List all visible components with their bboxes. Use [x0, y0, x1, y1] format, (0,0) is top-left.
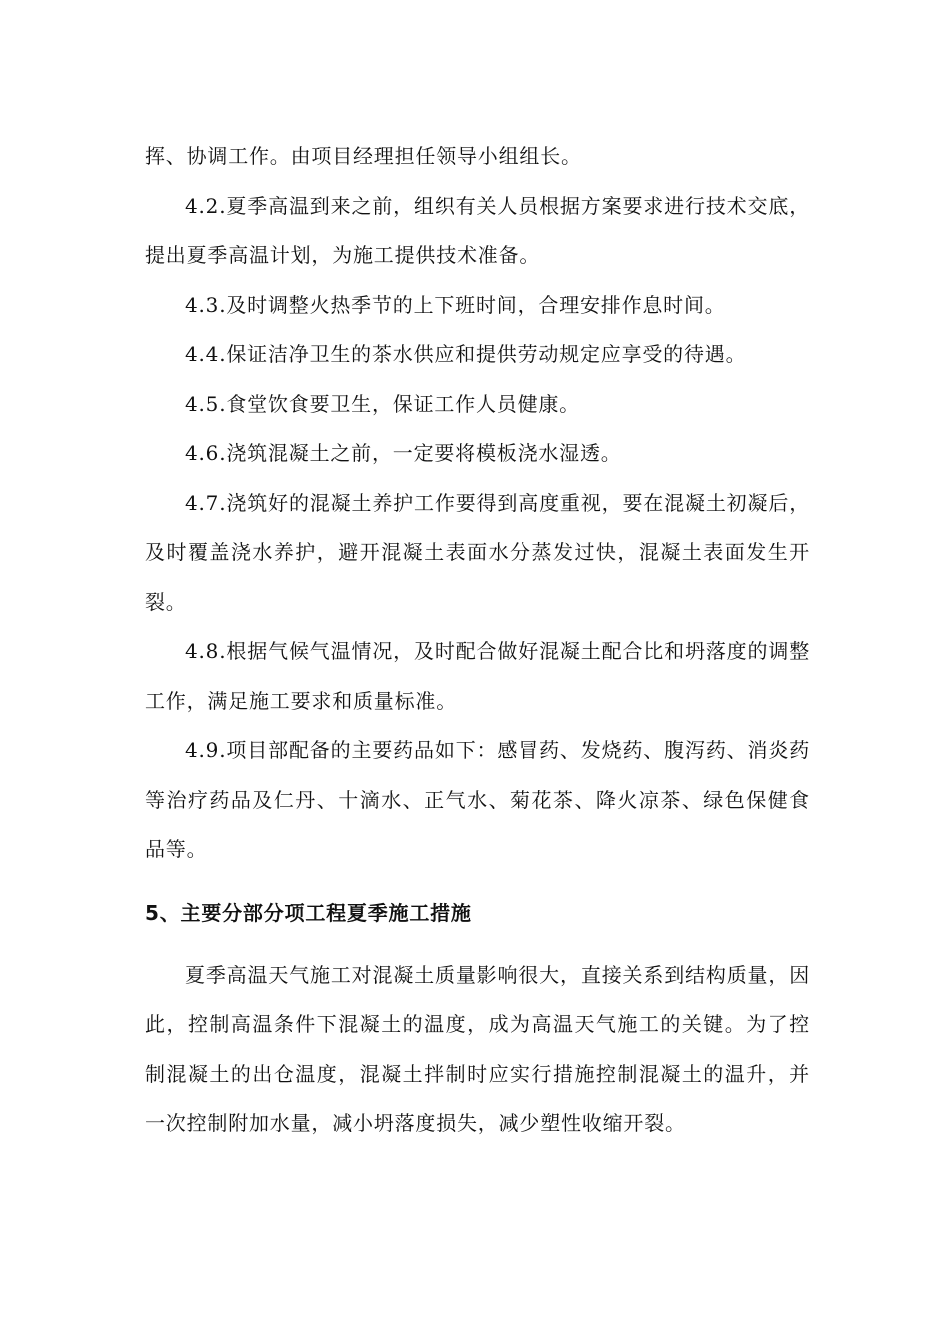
paragraph-4-6: 4.6.浇筑混凝土之前，一定要将模板浇水湿透。: [185, 441, 622, 465]
section-heading-5: 5、主要分部分项工程夏季施工措施: [145, 900, 472, 925]
paragraph-continuation: 挥、协调工作。由项目经理担任领导小组组长。: [145, 144, 582, 168]
paragraph-4-5: 4.5.食堂饮食要卫生，保证工作人员健康。: [185, 391, 580, 416]
paragraph-4-4: 4.4.保证洁净卫生的茶水供应和提供劳动规定应享受的待遇。: [185, 342, 747, 366]
paragraph-4-9: 4.9.项目部配备的主要药品如下：感冒药、发烧药、腹泻药、消炎药等治疗药品及仁丹、十滴水、正气水、菊花茶、降火凉茶、绿色保健食品等。: [145, 738, 810, 861]
paragraph-4-8: 4.8.根据气候气温情况，及时配合做好混凝土配合比和坍落度的调整工作，满足施工要求和质量标准。: [145, 639, 810, 713]
document-body: [145, 132, 810, 1149]
paragraph-4-7: 4.7.浇筑好的混凝土养护工作要得到高度重视，要在混凝土初凝后，及时覆盖浇水养护，避开混凝土表面水分蒸发过快，混凝土表面发生开裂。: [145, 490, 810, 614]
paragraph-4-3: 4.3.及时调整火热季节的上下班时间，合理安排作息时间。: [185, 292, 726, 317]
paragraph-section-5-intro: 夏季高温天气施工对混凝土质量影响很大，直接关系到结构质量，因此，控制高温条件下混凝土的温度，成为高温天气施工的关键。为了控制混凝土的出仓温度，混凝土拌制时应实行措施控制混凝土的温升，并一次控制附加水量，减小坍落度损失，减少塑性收缩开裂。: [145, 962, 810, 1135]
paragraph-4-2: 4.2.夏季高温到来之前，组织有关人员根据方案要求进行技术交底，提出夏季高温计划，为施工提供技术准备。: [145, 193, 810, 267]
